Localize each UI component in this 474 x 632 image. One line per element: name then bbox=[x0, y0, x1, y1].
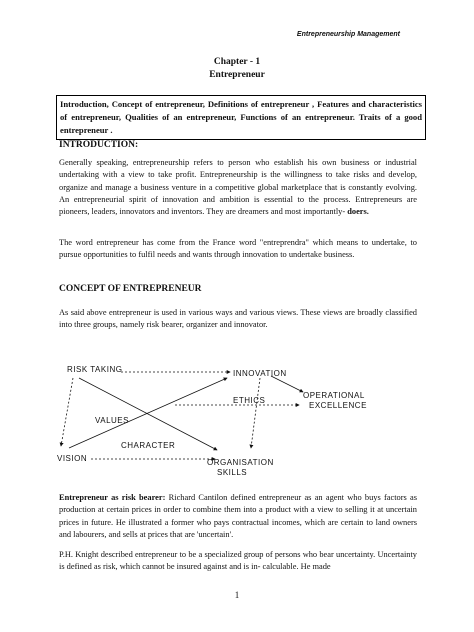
innovation-label: INNOVATION bbox=[233, 369, 287, 378]
risk-to-vision-arrow bbox=[61, 378, 73, 446]
risk-bearer-paragraph: Entrepreneur as risk bearer: Richard Cantilon defined entrepreneur as an agent who buys factors as production at certain prices in order to combine them into a product with a view to selling it at uncertain prices in future. He illustrated a former who pays contractual incomes, which are certain to land owners and labourers, and sells at prices that are 'uncertain'. bbox=[59, 493, 418, 539]
innovation-to-operational-arrow bbox=[271, 376, 303, 392]
innovation-to-organisation-arrow bbox=[251, 378, 260, 448]
vision-to-innovation-arrow bbox=[69, 378, 227, 448]
organisation-label: ORGANISATION bbox=[207, 458, 274, 467]
concept-paragraph: As said above entrepreneur is used in various ways and various views. These views are broadly classified into three groups, namely risk bearer, organizer and innovator. bbox=[59, 308, 417, 330]
character-label: CHARACTER bbox=[121, 441, 176, 450]
chapter-summary-box: Introduction, Concept of entrepreneur, Definitions of entrepreneur , Features and characteristics of entrepreneur, Qualities of an entrepreneur, Functions of an entrepreneur. Traits of a good entrepreneur . bbox=[56, 95, 426, 140]
knight-paragraph: P.H. Knight described entrepreneur to be a specialized group of persons who bear uncertainty. Uncertainty is defined as risk, which cannot be insured against and is in- calculable. He made bbox=[59, 550, 417, 572]
doers-emphasis: doers. bbox=[347, 207, 369, 217]
ethics-label: ETHICS bbox=[233, 396, 266, 405]
risk-to-organisation-arrow bbox=[79, 378, 217, 450]
running-header: Entrepreneurship Management bbox=[296, 31, 400, 38]
concept-heading: CONCEPT OF ENTREPRENEUR bbox=[59, 284, 202, 294]
vision-label: VISION bbox=[57, 454, 88, 463]
chapter-heading bbox=[0, 56, 474, 82]
entrepreneur-traits-diagram bbox=[55, 358, 385, 478]
introduction-heading: INTRODUCTION: bbox=[59, 140, 139, 150]
introduction-paragraph: Generally speaking, entrepreneurship refers to person who establish his own business or industrial undertaking with a view to take profit. Entrepreneurship is the willingness to take risks and develop, organize and manage a business venture in a competitive global marketplace that is constantly evolving. An entrepreneurial spirit of innovation and ambition is essential to the process. Entrepreneurs are pioneers, leaders, innovators and inventors. They are dreamers and most importantly- doers. bbox=[59, 158, 417, 217]
chapter-title: Entrepreneur bbox=[209, 70, 265, 80]
risk-bearer-lead: Entrepreneur as risk bearer: bbox=[59, 493, 166, 502]
excellence-label: EXCELLENCE bbox=[309, 401, 367, 410]
operational-label: OPERATIONAL bbox=[303, 391, 365, 400]
risk-taking-label: RISK TAKING bbox=[67, 365, 123, 374]
skills-label: SKILLS bbox=[217, 468, 248, 477]
page-number: 1 bbox=[234, 590, 240, 600]
origin-paragraph: The word entrepreneur has come from the France word "entreprendra" which means to undertake, to pursue opportunities to fulfil needs and wants through innovation to undertake business. bbox=[59, 238, 417, 260]
chapter-number: Chapter - 1 bbox=[213, 57, 261, 67]
values-label: VALUES bbox=[95, 416, 129, 425]
